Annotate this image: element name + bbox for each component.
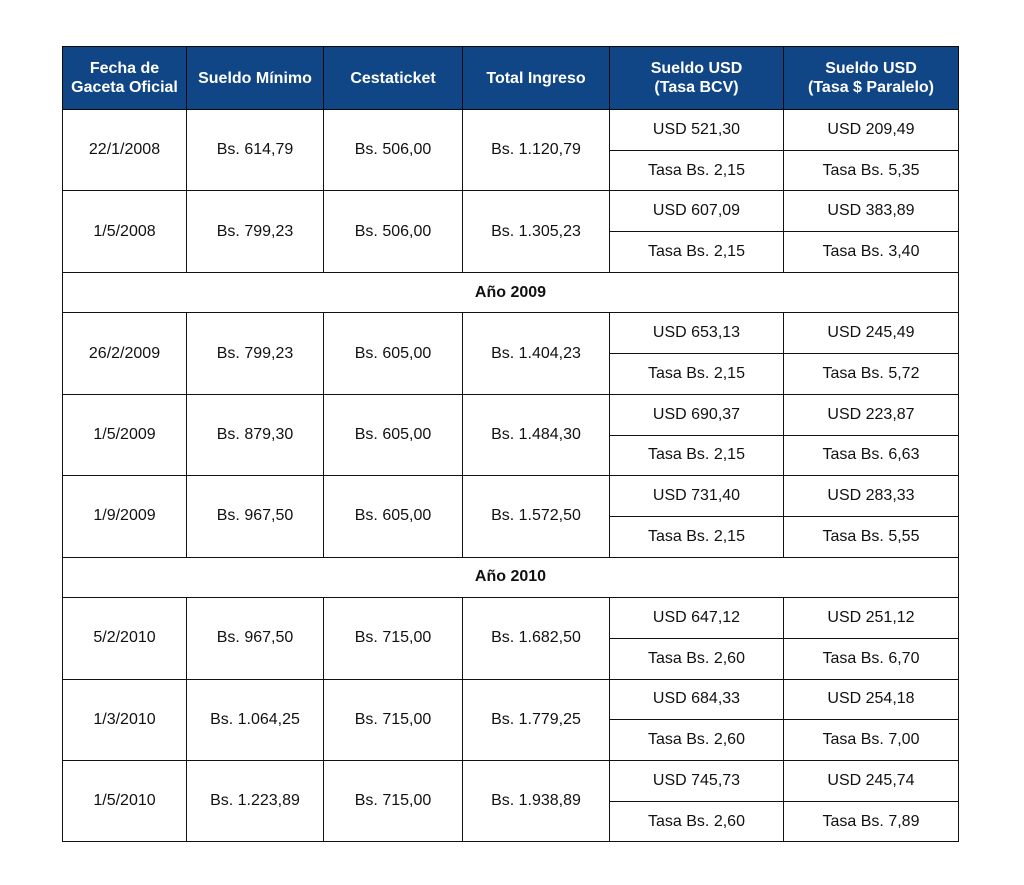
year-row-2010 xyxy=(63,557,959,598)
cell-tasa-paralelo: Tasa Bs. 3,40 xyxy=(784,232,959,273)
cell-tasa-bcv: Tasa Bs. 2,15 xyxy=(610,516,784,557)
cell-sueldo-minimo: Bs. 799,23 xyxy=(187,191,324,272)
cell-usd-paralelo: USD 245,49 xyxy=(784,313,959,354)
header-sueldo-usd-bcv xyxy=(610,47,784,110)
cell-tasa-paralelo: Tasa Bs. 5,72 xyxy=(784,354,959,395)
cell-usd-paralelo: USD 209,49 xyxy=(784,110,959,151)
header-cestaticket: Cestaticket xyxy=(324,47,463,110)
header-bcv-line-1: Sueldo USD xyxy=(650,60,743,77)
cell-cestaticket: Bs. 605,00 xyxy=(324,394,463,475)
cell-tasa-bcv: Tasa Bs. 2,15 xyxy=(610,232,784,273)
cell-fecha: 1/5/2008 xyxy=(63,191,187,272)
cell-usd-bcv: USD 745,73 xyxy=(610,761,784,802)
table-row xyxy=(63,476,959,517)
table-row xyxy=(63,598,959,639)
cell-total-ingreso: Bs. 1.120,79 xyxy=(463,110,610,191)
cell-tasa-paralelo: Tasa Bs. 5,55 xyxy=(784,516,959,557)
cell-usd-paralelo: USD 283,33 xyxy=(784,476,959,517)
cell-tasa-bcv: Tasa Bs. 2,60 xyxy=(610,720,784,761)
cell-total-ingreso: Bs. 1.682,50 xyxy=(463,598,610,679)
cell-usd-bcv: USD 653,13 xyxy=(610,313,784,354)
cell-fecha: 1/3/2010 xyxy=(63,679,187,760)
cell-sueldo-minimo: Bs. 614,79 xyxy=(187,110,324,191)
cell-cestaticket: Bs. 715,00 xyxy=(324,679,463,760)
cell-total-ingreso: Bs. 1.572,50 xyxy=(463,476,610,557)
header-sueldo-minimo: Sueldo Mínimo xyxy=(187,47,324,110)
cell-tasa-paralelo: Tasa Bs. 6,70 xyxy=(784,638,959,679)
table-body xyxy=(63,110,959,842)
cell-cestaticket: Bs. 506,00 xyxy=(324,191,463,272)
cell-total-ingreso: Bs. 1.484,30 xyxy=(463,394,610,475)
header-paralelo-line-1: Sueldo USD xyxy=(825,60,917,77)
cell-fecha: 5/2/2010 xyxy=(63,598,187,679)
cell-usd-paralelo: USD 245,74 xyxy=(784,761,959,802)
cell-usd-paralelo: USD 223,87 xyxy=(784,394,959,435)
cell-sueldo-minimo: Bs. 967,50 xyxy=(187,476,324,557)
header-row xyxy=(63,47,959,110)
table-row xyxy=(63,313,959,354)
header-bcv-line-2: (Tasa BCV) xyxy=(654,79,739,96)
cell-fecha: 26/2/2009 xyxy=(63,313,187,394)
table-row xyxy=(63,110,959,151)
cell-usd-paralelo: USD 251,12 xyxy=(784,598,959,639)
cell-fecha: 1/9/2009 xyxy=(63,476,187,557)
cell-fecha: 22/1/2008 xyxy=(63,110,187,191)
table-row xyxy=(63,679,959,720)
cell-usd-bcv: USD 647,12 xyxy=(610,598,784,639)
table-row xyxy=(63,394,959,435)
cell-total-ingreso: Bs. 1.404,23 xyxy=(463,313,610,394)
cell-tasa-bcv: Tasa Bs. 2,15 xyxy=(610,435,784,476)
cell-usd-bcv: USD 684,33 xyxy=(610,679,784,720)
header-fecha xyxy=(63,47,187,110)
cell-total-ingreso: Bs. 1.305,23 xyxy=(463,191,610,272)
header-paralelo-line-2: (Tasa $ Paralelo) xyxy=(808,79,934,96)
salary-table xyxy=(62,46,959,842)
cell-fecha: 1/5/2010 xyxy=(63,761,187,842)
cell-sueldo-minimo: Bs. 1.064,25 xyxy=(187,679,324,760)
cell-usd-paralelo: USD 254,18 xyxy=(784,679,959,720)
table-header xyxy=(63,47,959,110)
cell-tasa-bcv: Tasa Bs. 2,60 xyxy=(610,801,784,842)
cell-cestaticket: Bs. 605,00 xyxy=(324,313,463,394)
header-sueldo-usd-paralelo xyxy=(784,47,959,110)
cell-usd-paralelo: USD 383,89 xyxy=(784,191,959,232)
cell-sueldo-minimo: Bs. 1.223,89 xyxy=(187,761,324,842)
cell-usd-bcv: USD 607,09 xyxy=(610,191,784,232)
cell-tasa-paralelo: Tasa Bs. 7,89 xyxy=(784,801,959,842)
cell-tasa-paralelo: Tasa Bs. 7,00 xyxy=(784,720,959,761)
cell-cestaticket: Bs. 715,00 xyxy=(324,761,463,842)
cell-usd-bcv: USD 690,37 xyxy=(610,394,784,435)
table-row xyxy=(63,191,959,232)
cell-total-ingreso: Bs. 1.779,25 xyxy=(463,679,610,760)
cell-total-ingreso: Bs. 1.938,89 xyxy=(463,761,610,842)
cell-sueldo-minimo: Bs. 879,30 xyxy=(187,394,324,475)
header-total-ingreso: Total Ingreso xyxy=(463,47,610,110)
cell-tasa-bcv: Tasa Bs. 2,60 xyxy=(610,638,784,679)
cell-cestaticket: Bs. 715,00 xyxy=(324,598,463,679)
cell-tasa-bcv: Tasa Bs. 2,15 xyxy=(610,354,784,395)
header-fecha-line-1: Fecha de xyxy=(89,60,160,77)
cell-fecha: 1/5/2009 xyxy=(63,394,187,475)
cell-tasa-paralelo: Tasa Bs. 6,63 xyxy=(784,435,959,476)
cell-usd-bcv: USD 731,40 xyxy=(610,476,784,517)
year-label: Año 2009 xyxy=(63,272,959,313)
table-row xyxy=(63,761,959,802)
cell-tasa-bcv: Tasa Bs. 2,15 xyxy=(610,150,784,191)
year-row-2009 xyxy=(63,272,959,313)
cell-tasa-paralelo: Tasa Bs. 5,35 xyxy=(784,150,959,191)
cell-sueldo-minimo: Bs. 967,50 xyxy=(187,598,324,679)
cell-cestaticket: Bs. 605,00 xyxy=(324,476,463,557)
cell-sueldo-minimo: Bs. 799,23 xyxy=(187,313,324,394)
cell-usd-bcv: USD 521,30 xyxy=(610,110,784,151)
header-fecha-line-2: Gaceta Oficial xyxy=(71,79,178,96)
cell-cestaticket: Bs. 506,00 xyxy=(324,110,463,191)
year-label: Año 2010 xyxy=(63,557,959,598)
